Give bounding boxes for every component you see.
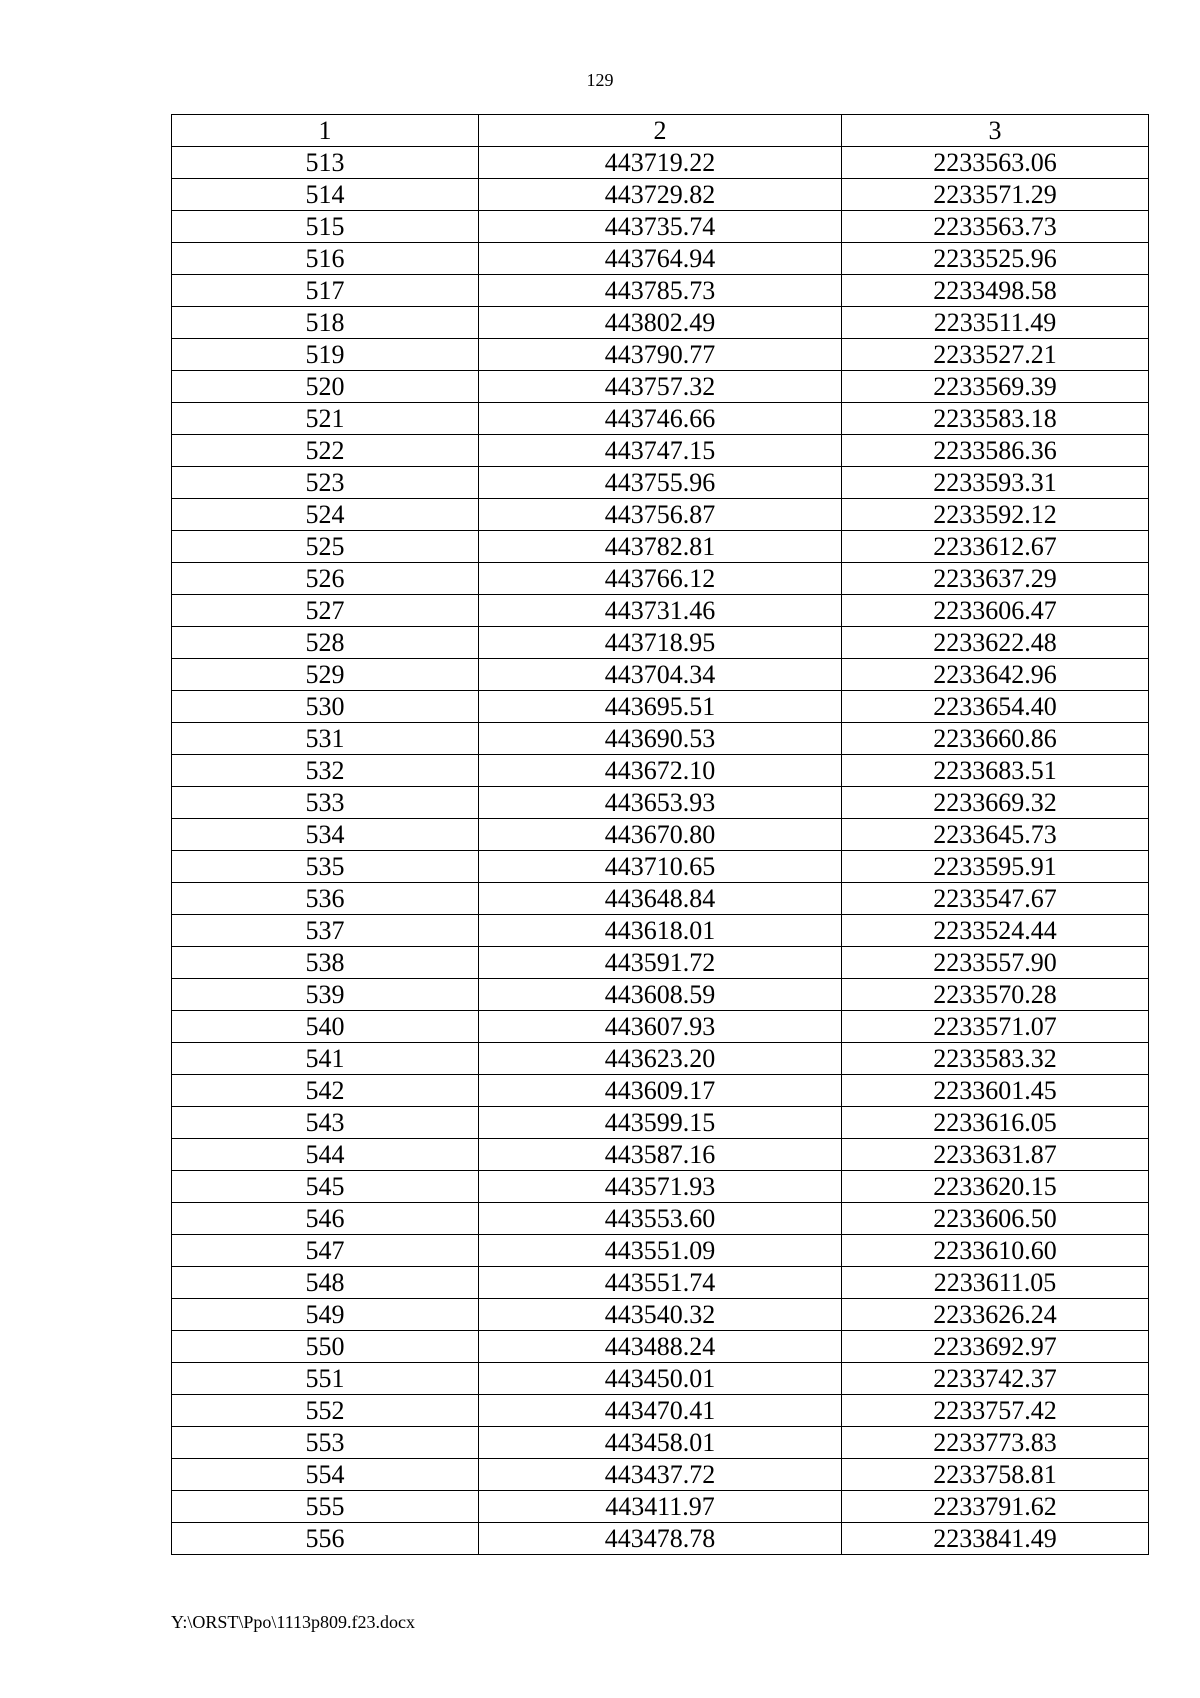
- point-number-cell: 537: [172, 915, 479, 947]
- x-coordinate-cell: 443648.84: [479, 883, 842, 915]
- y-coordinate-cell: 2233525.96: [842, 243, 1149, 275]
- x-coordinate-cell: 443411.97: [479, 1491, 842, 1523]
- point-number-cell: 522: [172, 435, 479, 467]
- table-row: [172, 467, 1149, 499]
- point-number-cell: 548: [172, 1267, 479, 1299]
- y-coordinate-cell: 2233616.05: [842, 1107, 1149, 1139]
- y-coordinate-cell: 2233511.49: [842, 307, 1149, 339]
- point-number-cell: 538: [172, 947, 479, 979]
- table-row: [172, 1139, 1149, 1171]
- x-coordinate-cell: 443437.72: [479, 1459, 842, 1491]
- x-coordinate-cell: 443599.15: [479, 1107, 842, 1139]
- y-coordinate-cell: 2233606.50: [842, 1203, 1149, 1235]
- x-coordinate-cell: 443608.59: [479, 979, 842, 1011]
- y-coordinate-cell: 2233660.86: [842, 723, 1149, 755]
- point-number-cell: 523: [172, 467, 479, 499]
- header-row: [172, 115, 1149, 147]
- y-coordinate-cell: 2233592.12: [842, 499, 1149, 531]
- table-row: [172, 563, 1149, 595]
- table-row: [172, 915, 1149, 947]
- point-number-cell: 534: [172, 819, 479, 851]
- point-number-cell: 533: [172, 787, 479, 819]
- x-coordinate-cell: 443609.17: [479, 1075, 842, 1107]
- point-number-cell: 532: [172, 755, 479, 787]
- point-number-cell: 549: [172, 1299, 479, 1331]
- y-coordinate-cell: 2233841.49: [842, 1523, 1149, 1555]
- x-coordinate-cell: 443756.87: [479, 499, 842, 531]
- point-number-cell: 529: [172, 659, 479, 691]
- table-body: [172, 147, 1149, 1555]
- y-coordinate-cell: 2233645.73: [842, 819, 1149, 851]
- table-row: [172, 723, 1149, 755]
- x-coordinate-cell: 443587.16: [479, 1139, 842, 1171]
- x-coordinate-cell: 443735.74: [479, 211, 842, 243]
- y-coordinate-cell: 2233611.05: [842, 1267, 1149, 1299]
- x-coordinate-cell: 443571.93: [479, 1171, 842, 1203]
- point-number-cell: 536: [172, 883, 479, 915]
- point-number-cell: 554: [172, 1459, 479, 1491]
- point-number-cell: 556: [172, 1523, 479, 1555]
- point-number-cell: 530: [172, 691, 479, 723]
- y-coordinate-cell: 2233563.06: [842, 147, 1149, 179]
- column-header-1: 1: [172, 115, 479, 147]
- column-header-3: 3: [842, 115, 1149, 147]
- y-coordinate-cell: 2233583.18: [842, 403, 1149, 435]
- table-row: [172, 1523, 1149, 1555]
- table-row: [172, 1235, 1149, 1267]
- x-coordinate-cell: 443695.51: [479, 691, 842, 723]
- y-coordinate-cell: 2233742.37: [842, 1363, 1149, 1395]
- y-coordinate-cell: 2233773.83: [842, 1427, 1149, 1459]
- table-row: [172, 307, 1149, 339]
- x-coordinate-cell: 443540.32: [479, 1299, 842, 1331]
- y-coordinate-cell: 2233669.32: [842, 787, 1149, 819]
- x-coordinate-cell: 443690.53: [479, 723, 842, 755]
- table-row: [172, 435, 1149, 467]
- y-coordinate-cell: 2233620.15: [842, 1171, 1149, 1203]
- x-coordinate-cell: 443458.01: [479, 1427, 842, 1459]
- x-coordinate-cell: 443764.94: [479, 243, 842, 275]
- coordinates-table: [171, 114, 1149, 1555]
- table-row: [172, 179, 1149, 211]
- y-coordinate-cell: 2233586.36: [842, 435, 1149, 467]
- x-coordinate-cell: 443551.74: [479, 1267, 842, 1299]
- y-coordinate-cell: 2233637.29: [842, 563, 1149, 595]
- point-number-cell: 516: [172, 243, 479, 275]
- x-coordinate-cell: 443450.01: [479, 1363, 842, 1395]
- table-row: [172, 147, 1149, 179]
- x-coordinate-cell: 443710.65: [479, 851, 842, 883]
- x-coordinate-cell: 443747.15: [479, 435, 842, 467]
- x-coordinate-cell: 443755.96: [479, 467, 842, 499]
- y-coordinate-cell: 2233622.48: [842, 627, 1149, 659]
- point-number-cell: 552: [172, 1395, 479, 1427]
- table-header: [172, 115, 1149, 147]
- point-number-cell: 525: [172, 531, 479, 563]
- table-row: [172, 499, 1149, 531]
- table-row: [172, 851, 1149, 883]
- x-coordinate-cell: 443623.20: [479, 1043, 842, 1075]
- point-number-cell: 551: [172, 1363, 479, 1395]
- point-number-cell: 540: [172, 1011, 479, 1043]
- table-row: [172, 211, 1149, 243]
- y-coordinate-cell: 2233571.29: [842, 179, 1149, 211]
- table-row: [172, 883, 1149, 915]
- y-coordinate-cell: 2233498.58: [842, 275, 1149, 307]
- table-row: [172, 1363, 1149, 1395]
- table-row: [172, 1331, 1149, 1363]
- x-coordinate-cell: 443731.46: [479, 595, 842, 627]
- point-number-cell: 517: [172, 275, 479, 307]
- point-number-cell: 539: [172, 979, 479, 1011]
- table-row: [172, 371, 1149, 403]
- y-coordinate-cell: 2233626.24: [842, 1299, 1149, 1331]
- table-row: [172, 1203, 1149, 1235]
- table-row: [172, 1075, 1149, 1107]
- x-coordinate-cell: 443718.95: [479, 627, 842, 659]
- table-row: [172, 627, 1149, 659]
- y-coordinate-cell: 2233757.42: [842, 1395, 1149, 1427]
- point-number-cell: 541: [172, 1043, 479, 1075]
- table-row: [172, 947, 1149, 979]
- y-coordinate-cell: 2233692.97: [842, 1331, 1149, 1363]
- y-coordinate-cell: 2233557.90: [842, 947, 1149, 979]
- point-number-cell: 555: [172, 1491, 479, 1523]
- point-number-cell: 513: [172, 147, 479, 179]
- point-number-cell: 550: [172, 1331, 479, 1363]
- table-row: [172, 1011, 1149, 1043]
- y-coordinate-cell: 2233642.96: [842, 659, 1149, 691]
- point-number-cell: 520: [172, 371, 479, 403]
- y-coordinate-cell: 2233631.87: [842, 1139, 1149, 1171]
- y-coordinate-cell: 2233563.73: [842, 211, 1149, 243]
- point-number-cell: 544: [172, 1139, 479, 1171]
- table-row: [172, 595, 1149, 627]
- y-coordinate-cell: 2233524.44: [842, 915, 1149, 947]
- point-number-cell: 528: [172, 627, 479, 659]
- column-header-2: 2: [479, 115, 842, 147]
- point-number-cell: 521: [172, 403, 479, 435]
- table-row: [172, 275, 1149, 307]
- x-coordinate-cell: 443553.60: [479, 1203, 842, 1235]
- x-coordinate-cell: 443653.93: [479, 787, 842, 819]
- footer-file-path: Y:\ORST\Ppo\1113p809.f23.docx: [171, 1612, 416, 1632]
- table-row: [172, 819, 1149, 851]
- y-coordinate-cell: 2233601.45: [842, 1075, 1149, 1107]
- point-number-cell: 542: [172, 1075, 479, 1107]
- point-number-cell: 527: [172, 595, 479, 627]
- y-coordinate-cell: 2233758.81: [842, 1459, 1149, 1491]
- y-coordinate-cell: 2233569.39: [842, 371, 1149, 403]
- y-coordinate-cell: 2233527.21: [842, 339, 1149, 371]
- y-coordinate-cell: 2233571.07: [842, 1011, 1149, 1043]
- x-coordinate-cell: 443766.12: [479, 563, 842, 595]
- x-coordinate-cell: 443607.93: [479, 1011, 842, 1043]
- table-row: [172, 691, 1149, 723]
- x-coordinate-cell: 443802.49: [479, 307, 842, 339]
- y-coordinate-cell: 2233606.47: [842, 595, 1149, 627]
- point-number-cell: 547: [172, 1235, 479, 1267]
- table-row: [172, 1427, 1149, 1459]
- x-coordinate-cell: 443478.78: [479, 1523, 842, 1555]
- y-coordinate-cell: 2233791.62: [842, 1491, 1149, 1523]
- table-row: [172, 787, 1149, 819]
- table-row: [172, 531, 1149, 563]
- y-coordinate-cell: 2233683.51: [842, 755, 1149, 787]
- point-number-cell: 546: [172, 1203, 479, 1235]
- table-row: [172, 755, 1149, 787]
- table-row: [172, 1491, 1149, 1523]
- point-number-cell: 514: [172, 179, 479, 211]
- y-coordinate-cell: 2233610.60: [842, 1235, 1149, 1267]
- x-coordinate-cell: 443719.22: [479, 147, 842, 179]
- page-number: 129: [586, 70, 614, 90]
- y-coordinate-cell: 2233570.28: [842, 979, 1149, 1011]
- point-number-cell: 515: [172, 211, 479, 243]
- point-number-cell: 553: [172, 1427, 479, 1459]
- x-coordinate-cell: 443757.32: [479, 371, 842, 403]
- point-number-cell: 526: [172, 563, 479, 595]
- x-coordinate-cell: 443470.41: [479, 1395, 842, 1427]
- table-row: [172, 1107, 1149, 1139]
- x-coordinate-cell: 443618.01: [479, 915, 842, 947]
- x-coordinate-cell: 443746.66: [479, 403, 842, 435]
- y-coordinate-cell: 2233595.91: [842, 851, 1149, 883]
- y-coordinate-cell: 2233583.32: [842, 1043, 1149, 1075]
- table-row: [172, 659, 1149, 691]
- point-number-cell: 519: [172, 339, 479, 371]
- point-number-cell: 543: [172, 1107, 479, 1139]
- table-row: [172, 1171, 1149, 1203]
- point-number-cell: 545: [172, 1171, 479, 1203]
- point-number-cell: 524: [172, 499, 479, 531]
- point-number-cell: 518: [172, 307, 479, 339]
- y-coordinate-cell: 2233612.67: [842, 531, 1149, 563]
- table-row: [172, 243, 1149, 275]
- table-row: [172, 1267, 1149, 1299]
- table-row: [172, 1395, 1149, 1427]
- x-coordinate-cell: 443551.09: [479, 1235, 842, 1267]
- x-coordinate-cell: 443729.82: [479, 179, 842, 211]
- y-coordinate-cell: 2233547.67: [842, 883, 1149, 915]
- x-coordinate-cell: 443704.34: [479, 659, 842, 691]
- table-row: [172, 1043, 1149, 1075]
- x-coordinate-cell: 443488.24: [479, 1331, 842, 1363]
- table-row: [172, 979, 1149, 1011]
- x-coordinate-cell: 443790.77: [479, 339, 842, 371]
- x-coordinate-cell: 443782.81: [479, 531, 842, 563]
- y-coordinate-cell: 2233654.40: [842, 691, 1149, 723]
- x-coordinate-cell: 443591.72: [479, 947, 842, 979]
- y-coordinate-cell: 2233593.31: [842, 467, 1149, 499]
- point-number-cell: 535: [172, 851, 479, 883]
- x-coordinate-cell: 443670.80: [479, 819, 842, 851]
- table-row: [172, 339, 1149, 371]
- table-row: [172, 403, 1149, 435]
- table-row: [172, 1299, 1149, 1331]
- x-coordinate-cell: 443672.10: [479, 755, 842, 787]
- point-number-cell: 531: [172, 723, 479, 755]
- table-row: [172, 1459, 1149, 1491]
- x-coordinate-cell: 443785.73: [479, 275, 842, 307]
